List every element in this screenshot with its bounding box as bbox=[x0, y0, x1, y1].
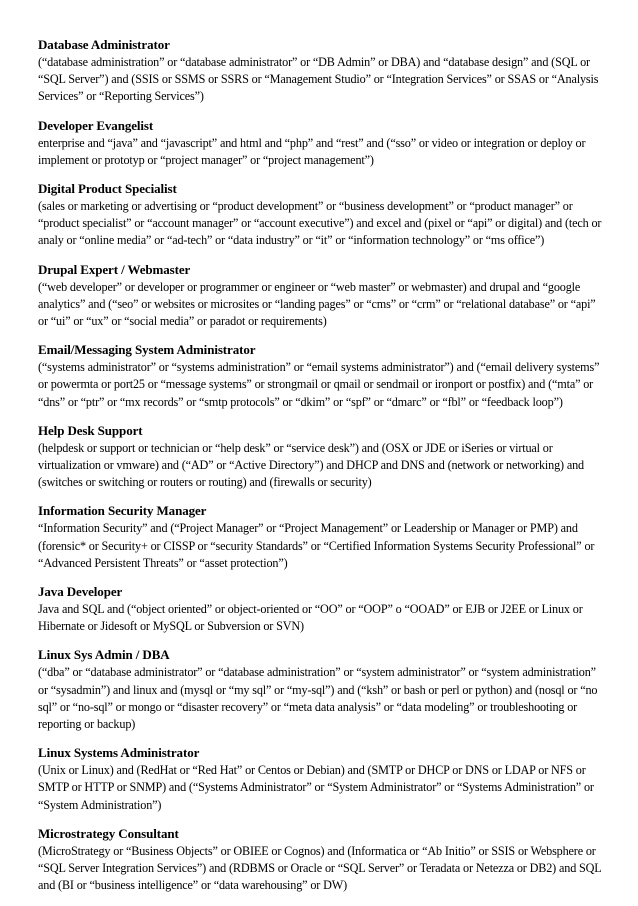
section-title: Java Developer bbox=[38, 584, 123, 600]
section-digital-product-specialist bbox=[38, 180, 604, 250]
section-body: (“database administration” or “database administrator” or “DB Admin” or DBA) and “database design” and (SQL or “SQL Server”) and (SSIS or SSMS or SSRS or “Management Studio” or “Integration Services” or SSAS or “Analysis Services” or “Reporting Services”) bbox=[38, 55, 599, 104]
section-body: (“systems administrator” or “systems administration” or “email systems administrator”) and (“email delivery systems” or powermta or port25 or “message systems” or strongmail or qmail or sendmail or ironport or postfix) and (“mta” or “dns” or “ptr” or “mx records” or “smtp protocols” or “dkim” or “spf” or “dmarc” or “fbl” or “feedback loop”) bbox=[38, 360, 600, 409]
section-title: Linux Systems Administrator bbox=[38, 745, 200, 761]
section-microstrategy-consultant bbox=[38, 825, 604, 895]
section-title: Database Administrator bbox=[38, 37, 170, 52]
section-email-messaging-admin bbox=[38, 341, 604, 411]
section-information-security-manager bbox=[38, 502, 604, 572]
section-title: Digital Product Specialist bbox=[38, 181, 177, 197]
section-linux-sys-admin-dba bbox=[38, 646, 604, 733]
section-title: Linux Sys Admin / DBA bbox=[38, 647, 170, 663]
section-body: (Unix or Linux) and (RedHat or “Red Hat” or Centos or Debian) and (SMTP or DHCP or DNS or LDAP or NFS or SMTP or HTTP or SNMP) and (“Systems Administrator” or “System Administrator” or “Systems Administration” or “System Administration”) bbox=[38, 763, 594, 812]
section-linux-systems-administrator bbox=[38, 744, 604, 814]
section-title: Email/Messaging System Administrator bbox=[38, 342, 256, 358]
section-help-desk-support bbox=[38, 422, 604, 492]
section-body: enterprise and “java” and “javascript” and html and “php” and “rest” and (“sso” or video or integration or deploy or implement or prototyp or “project manager” or “project management”) bbox=[38, 135, 586, 167]
section-developer-evangelist bbox=[38, 117, 604, 169]
section-body: (sales or marketing or advertising or “product development” or “business development” or “product manager” or “product specialist” or “account manager” or “account executive”) and excel and (pixel or “api” or digital) and (tech or analy or “online media” or “ad-tech” or “data industry” or “it” or “information technology” or “ms office”) bbox=[38, 199, 602, 248]
section-body: (helpdesk or support or technician or “help desk” or “service desk”) and (OSX or JDE or iSeries or virtual or virtualization or vmware) and (“AD” or “Active Directory”) and DHCP and DNS and (network or networking) and (switches or switching or routers or routing) and (firewalls or security) bbox=[38, 440, 584, 490]
section-body: (“dba” or “database administrator” or “database administration” or “system administrator” or “system administration” or “sysadmin”) and linux and (mysql or “my sql” or “my-sql”) and (“ksh” or bash or perl or python) and (nosql or “no sql” or “no-sql” or mongo or “disaster recovery” or “meta data analysis” or “data modeling” or troubleshooting or reporting or backup) bbox=[38, 665, 598, 732]
section-title: Help Desk Support bbox=[38, 422, 143, 438]
section-body: (MicroStrategy or “Business Objects” or OBIEE or Cognos) and (Informatica or “Ab Initio” or SSIS or Websphere or “SQL Server Integration Services”) and (RDBMS or Oracle or “SQL Server” or Teradata or Netezza or DB2) and SQL and (BI or “business intelligence” or “data warehousing” or DW) bbox=[38, 843, 602, 893]
section-title: Information Security Manager bbox=[38, 503, 207, 519]
section-body: (“web developer” or developer or programmer or engineer or “web master” or webmaster) and drupal and “google analytics” and (“seo” or websites or microsites or “landing pages” or “cms” or “crm” or “relational database” or “api” or “ui” or “ux” or “social media” or paradot or requirements) bbox=[38, 279, 596, 329]
document-page bbox=[38, 36, 604, 906]
section-body: “Information Security” and (“Project Manager” or “Project Management” or Leadership or Manager or PMP) and (forensic* or Security+ or CISSP or “security Standards” or “Certified Information Systems Security Professional” or “Advanced Persistent Threats” or “asset protection”) bbox=[38, 521, 595, 570]
section-drupal-expert bbox=[38, 261, 604, 331]
section-title: Drupal Expert / Webmaster bbox=[38, 261, 191, 277]
section-java-developer bbox=[38, 583, 604, 635]
section-title: Microstrategy Consultant bbox=[38, 825, 179, 841]
section-title: Developer Evangelist bbox=[38, 117, 154, 133]
section-database-administrator bbox=[38, 36, 604, 106]
section-body: Java and SQL and (“object oriented” or object-oriented or “OO” or “OOP” o “OOAD” or EJB or J2EE or Linux or Hibernate or Jidesoft or MySQL or Subversion or SVN) bbox=[38, 602, 583, 634]
